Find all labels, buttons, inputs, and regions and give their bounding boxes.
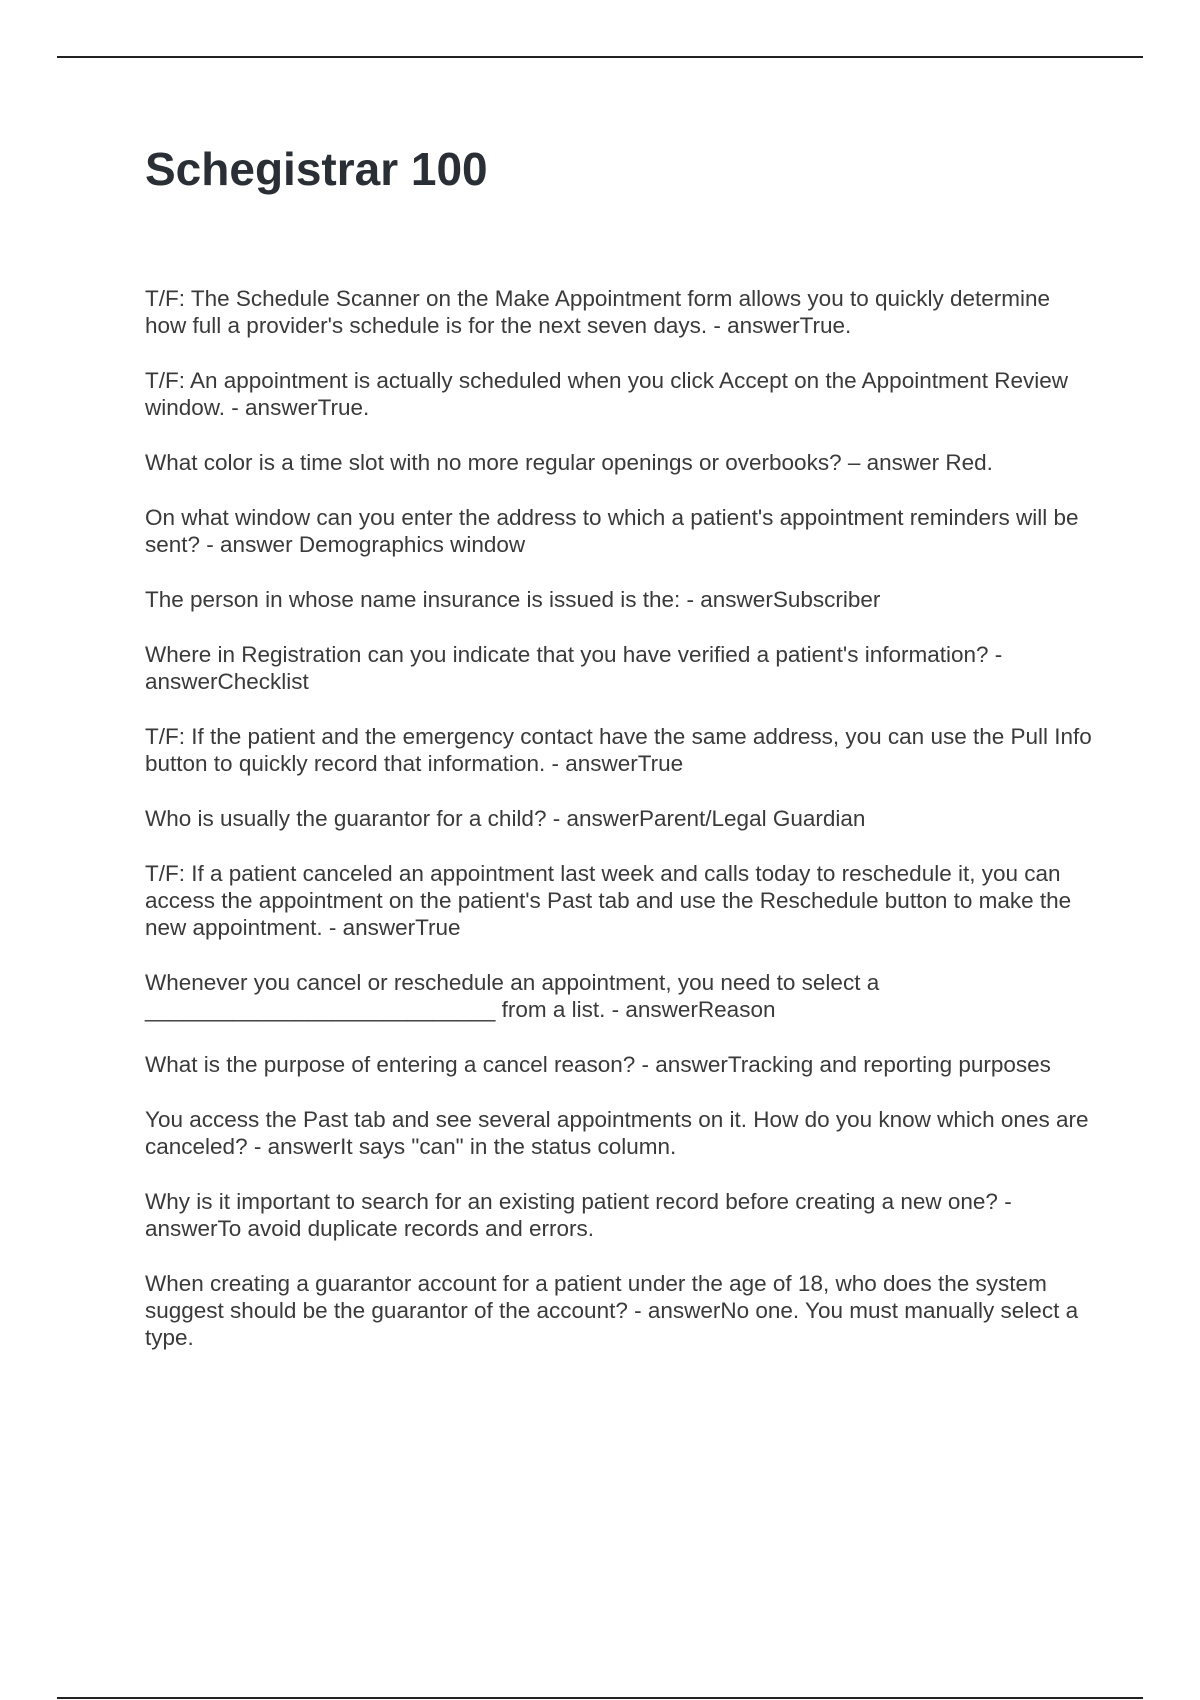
qa-item-4: On what window can you enter the address to which a patient's appointment reminders will be sent? - answer Demographics window: [145, 505, 1079, 557]
qa-item-12: You access the Past tab and see several appointments on it. How do you know which ones are canceled? - answerIt says "can" in the status column.: [145, 1107, 1089, 1159]
qa-item-5: The person in whose name insurance is issued is the: - answerSubscriber: [145, 587, 881, 612]
page-title: Schegistrar 100: [145, 143, 488, 195]
qa-item-14: When creating a guarantor account for a patient under the age of 18, who does the system suggest should be the guarantor of the account? - answerNo one. You must manually select a type.: [145, 1271, 1079, 1350]
qa-item-2: T/F: An appointment is actually scheduled when you click Accept on the Appointment Review window. - answerTrue.: [145, 368, 1069, 420]
qa-item-13: Why is it important to search for an existing patient record before creating a new one? - answerTo avoid duplicate records and errors.: [145, 1189, 1012, 1241]
question-answer-list: [145, 285, 1095, 1379]
qa-item-10: Whenever you cancel or reschedule an appointment, you need to select a ____________________________ from a list. - answerReason: [145, 970, 880, 1022]
qa-item-6: Where in Registration can you indicate that you have verified a patient's information? - answerChecklist: [145, 642, 1003, 694]
qa-item-11: What is the purpose of entering a cancel reason? - answerTracking and reporting purposes: [145, 1052, 1051, 1077]
bottom-divider: [57, 1697, 1143, 1699]
qa-item-9: T/F: If a patient canceled an appointment last week and calls today to reschedule it, you can access the appointment on the patient's Past tab and use the Reschedule button to make the new appointment. - answerTrue: [145, 861, 1072, 940]
top-divider: [57, 56, 1143, 58]
qa-item-7: T/F: If the patient and the emergency contact have the same address, you can use the Pull Info button to quickly record that information. - answerTrue: [145, 724, 1092, 776]
qa-item-3: What color is a time slot with no more regular openings or overbooks? – answer Red.: [145, 450, 993, 475]
qa-item-8: Who is usually the guarantor for a child? - answerParent/Legal Guardian: [145, 806, 866, 831]
qa-item-1: T/F: The Schedule Scanner on the Make Appointment form allows you to quickly determine how full a provider's schedule is for the next seven days. - answerTrue.: [145, 286, 1051, 338]
